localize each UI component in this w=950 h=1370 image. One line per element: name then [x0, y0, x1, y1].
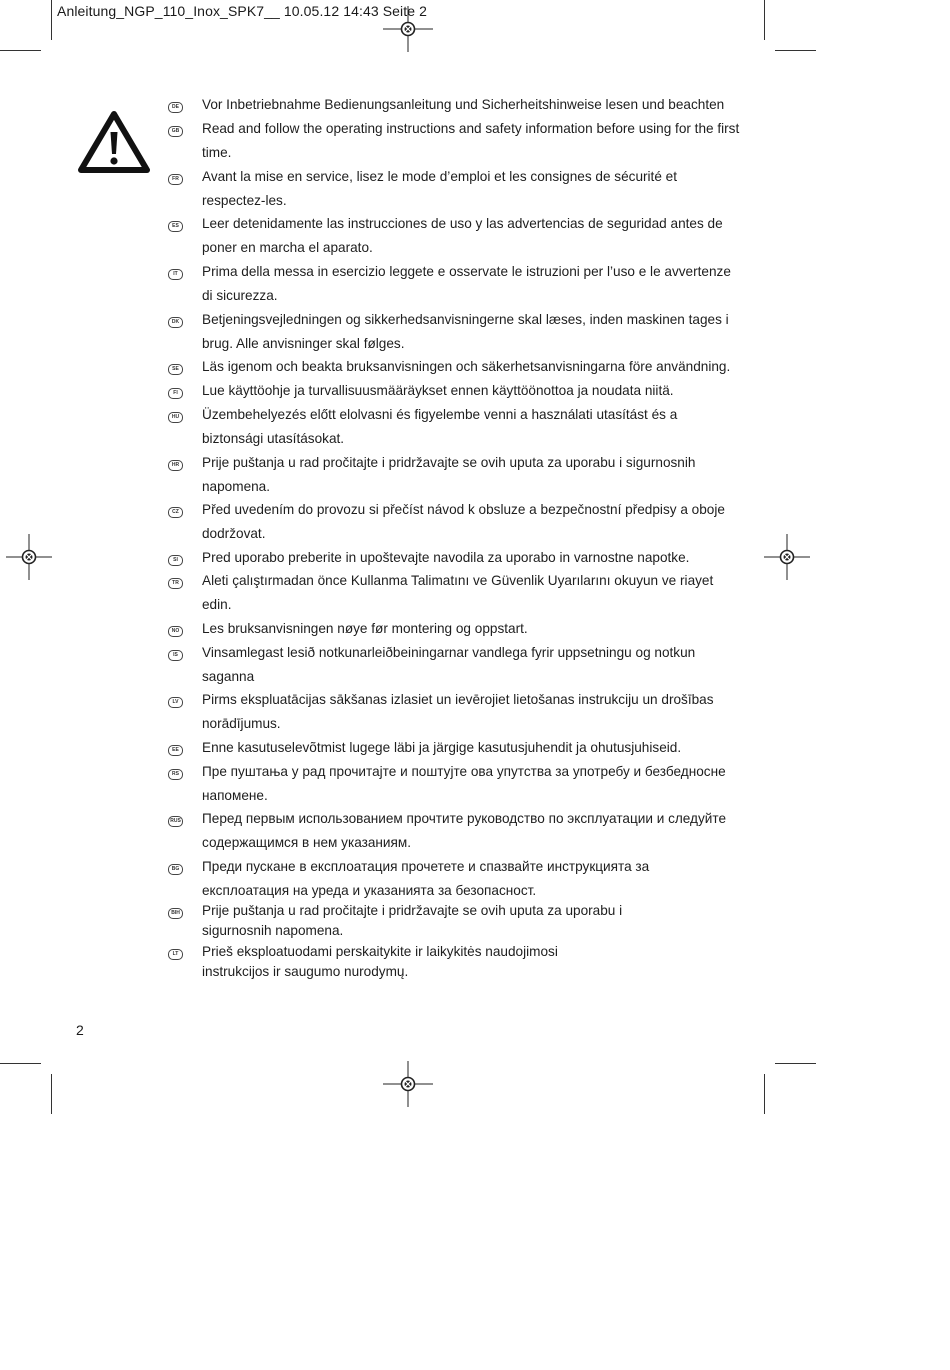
- notice-text-line: Преди пускане в експлоатация прочетете и спазвайте инструкцията за: [202, 859, 650, 874]
- notice-text-line: Prieš eksploatuodami perskaitykite ir laikykitės naudojimosi: [202, 944, 558, 959]
- language-code-badge: FI: [168, 388, 183, 399]
- page-number: 2: [76, 1022, 84, 1038]
- crop-mark: [775, 1063, 816, 1064]
- crop-mark: [764, 0, 765, 40]
- notice-text-line: Pirms ekspluatācijas sākšanas izlasiet un ievērojiet lietošanas instrukciju un drošības: [202, 692, 714, 707]
- notice-text-line: Läs igenom och beakta bruksanvisningen och säkerhetsanvisningarna före användning.: [202, 359, 731, 374]
- notice-text-line: Před uvedením do provozu si přečíst návod k obsluze a bezpečnostní předpisy a oboje: [202, 502, 725, 517]
- notice-text-line: експлоатация на уреда и указанията за безопасност.: [202, 883, 537, 898]
- notice-text-line: biztonsági utasításokat.: [202, 431, 345, 446]
- registration-mark-icon: [383, 6, 433, 52]
- notice-text-line: instrukcijos ir saugumo nurodymų.: [202, 964, 409, 979]
- notice-text-line: Betjeningsvejledningen og sikkerhedsanvisningerne skal læses, inden maskinen tages i: [202, 312, 729, 327]
- language-code-badge: EE: [168, 745, 183, 756]
- language-code-badge: HU: [168, 412, 183, 423]
- language-code-badge: GB: [168, 126, 183, 137]
- notice-text-line: sigurnosnih napomena.: [202, 923, 344, 938]
- notice-text-line: norādījumus.: [202, 716, 281, 731]
- language-code-badge: LV: [168, 697, 183, 708]
- crop-mark: [764, 1074, 765, 1114]
- notice-text-line: Leer detenidamente las instrucciones de uso y las advertencias de seguridad antes de: [202, 216, 723, 231]
- language-code-badge: FR: [168, 174, 183, 185]
- notice-text-line: Prije puštanja u rad pročitajte i pridržavajte se ovih uputa za uporabu i: [202, 903, 623, 918]
- notice-text-line: Les bruksanvisningen nøye før montering og oppstart.: [202, 621, 528, 636]
- language-code-badge: BIH: [168, 908, 183, 919]
- language-code-badge: ES: [168, 221, 183, 232]
- notice-text-line: poner en marcha el aparato.: [202, 240, 373, 255]
- language-code-badge: SE: [168, 364, 183, 375]
- language-code-badge: RUS: [168, 816, 183, 827]
- notice-text-line: dodržovat.: [202, 526, 266, 541]
- notice-text-line: Üzembehelyezés előtt elolvasni és figyelembe venni a használati utasítást és a: [202, 407, 678, 422]
- notice-text-line: Перед первым использованием прочтите руководство по эксплуатации и следуйте: [202, 811, 727, 826]
- crop-mark: [51, 0, 52, 40]
- notice-text-line: Lue käyttöohje ja turvallisuusmääräykset ennen käyttöönottoa ja noudata niitä.: [202, 383, 674, 398]
- registration-mark-icon: [6, 534, 52, 580]
- crop-mark: [0, 1063, 41, 1064]
- notice-text-line: Prije puštanja u rad pročitajte i pridržavajte se ovih uputa za uporabu i sigurnosnih: [202, 455, 696, 470]
- language-code-badge: BG: [168, 864, 183, 875]
- language-code-badge: SI: [168, 555, 183, 566]
- notice-text-line: napomena.: [202, 479, 271, 494]
- crop-mark: [51, 1074, 52, 1114]
- notice-text-line: Pred uporabo preberite in upoštevajte navodila za uporabo in varnostne napotke.: [202, 550, 690, 565]
- warning-triangle-icon: [78, 110, 150, 174]
- notice-text-line: Prima della messa in esercizio leggete e osservate le istruzioni per l’uso e le avvertenze: [202, 264, 731, 279]
- language-code-badge: DE: [168, 102, 183, 113]
- language-code-badge: TR: [168, 578, 183, 589]
- notice-text-line: saganna: [202, 669, 255, 684]
- language-code-badge: LT: [168, 949, 183, 960]
- notice-text-line: Vor Inbetriebnahme Bedienungsanleitung und Sicherheitshinweise lesen und beachten: [202, 97, 725, 112]
- notice-text-line: di sicurezza.: [202, 288, 278, 303]
- notice-text-line: edin.: [202, 597, 232, 612]
- language-code-badge: IS: [168, 650, 183, 661]
- notice-text-line: содержащимся в нем указаниям.: [202, 835, 411, 850]
- language-code-badge: IT: [168, 269, 183, 280]
- notice-text-line: Пре пуштања у рад прочитајте и поштујте ова упутства за употребу и безбедносне: [202, 764, 726, 779]
- notice-text-line: Enne kasutuselevõtmist lugege läbi ja järgige kasutusjuhendit ja ohutusjuhiseid.: [202, 740, 682, 755]
- notice-text-line: time.: [202, 145, 232, 160]
- notice-text-line: Vinsamlegast lesið notkunarleiðbeiningarnar vandlega fyrir uppsetningu og notkun: [202, 645, 696, 660]
- language-code-badge: CZ: [168, 507, 183, 518]
- language-code-badge: NO: [168, 626, 183, 637]
- language-code-badge: HR: [168, 460, 183, 471]
- notice-text-line: respectez-les.: [202, 193, 287, 208]
- notice-text-line: Aleti çalıştırmadan önce Kullanma Talimatını ve Güvenlik Uyarılarını okuyun ve riayet: [202, 573, 714, 588]
- crop-mark: [775, 50, 816, 51]
- notice-text-line: brug. Alle anvisninger skal følges.: [202, 336, 405, 351]
- registration-mark-icon: [383, 1061, 433, 1107]
- registration-mark-icon: [764, 534, 810, 580]
- notice-text-line: напомене.: [202, 788, 268, 803]
- language-code-badge: DK: [168, 317, 183, 328]
- notice-text-line: Avant la mise en service, lisez le mode d’emploi et les consignes de sécurité et: [202, 169, 678, 184]
- crop-mark: [0, 50, 41, 51]
- notice-text-line: Read and follow the operating instructions and safety information before using for the first: [202, 121, 740, 136]
- language-code-badge: RS: [168, 769, 183, 780]
- print-slug-header: Anleitung_NGP_110_Inox_SPK7__ 10.05.12 14:43 Seite 2: [57, 3, 427, 19]
